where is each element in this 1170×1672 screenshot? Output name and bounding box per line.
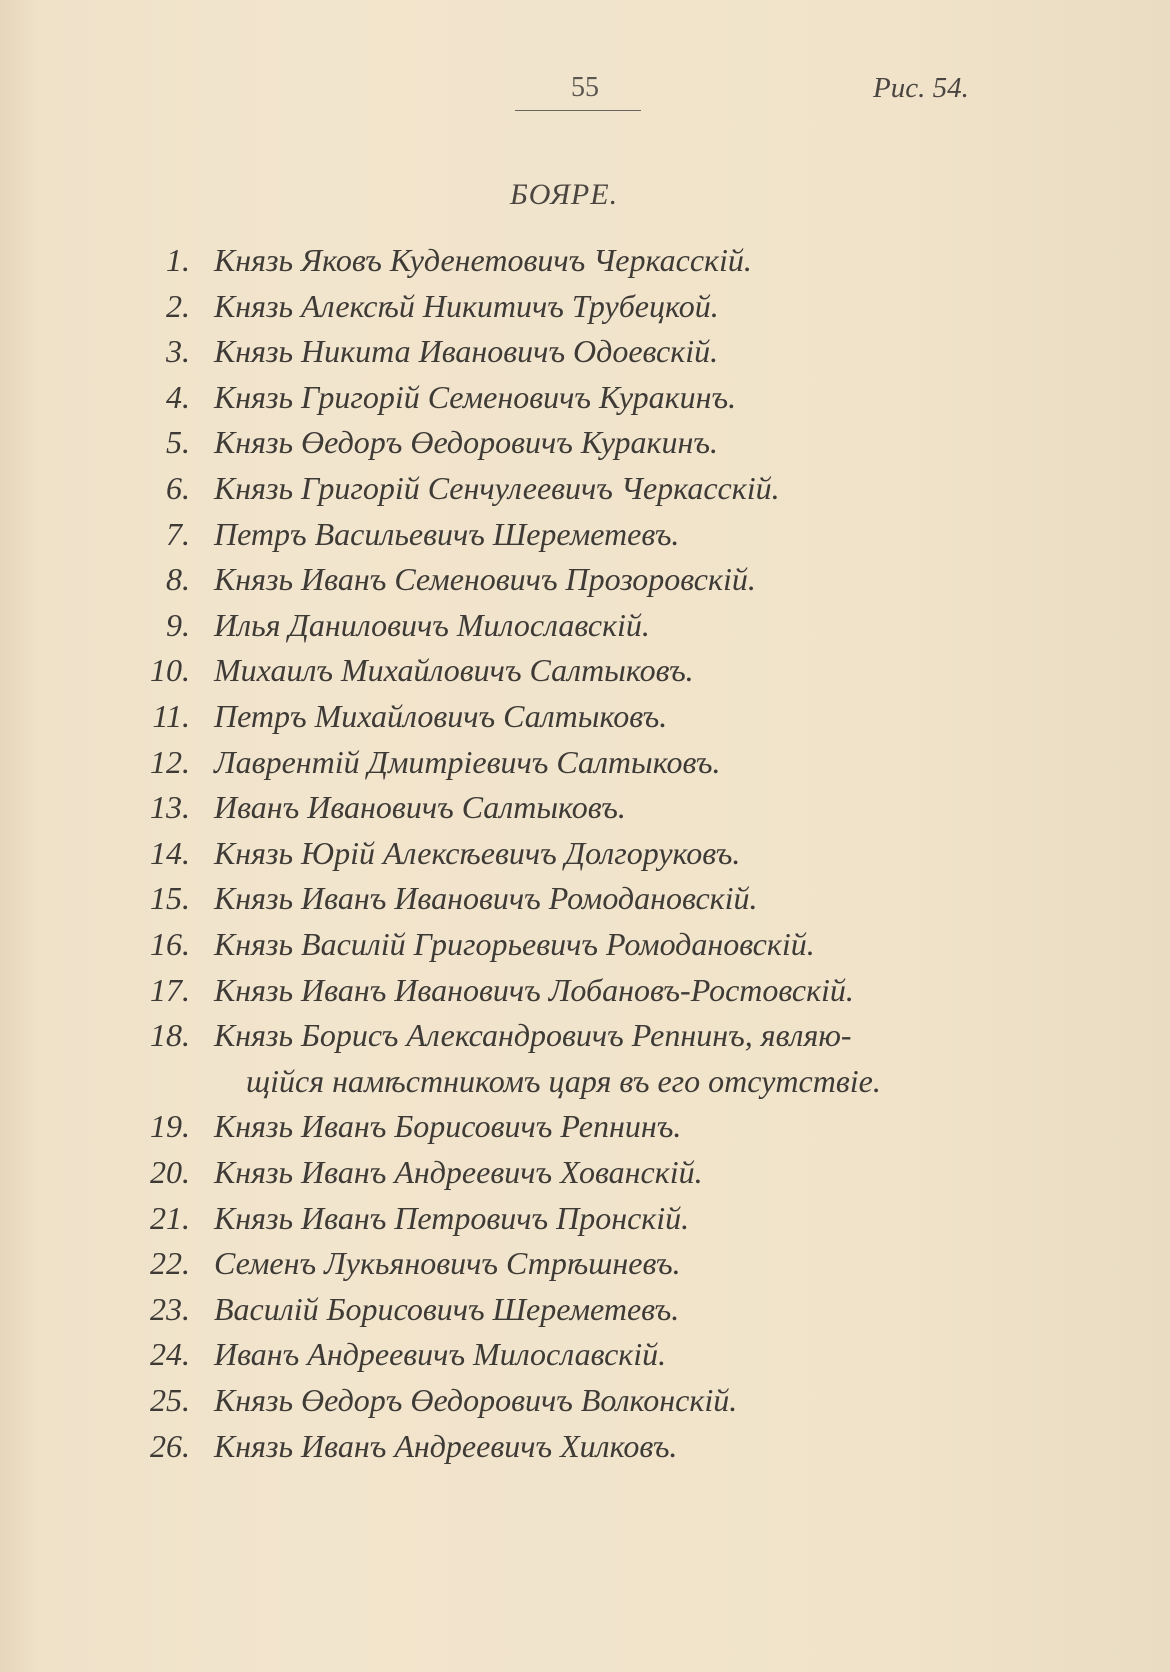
- list-item-name: Лаврентій Дмитріевичъ Салтыковъ.: [214, 743, 721, 780]
- list-item-name: Иванъ Ивановичъ Салтыковъ.: [214, 789, 626, 826]
- list-item-number: 8.: [166, 561, 190, 598]
- list-item-name: Князь Өедоръ Өедоровичъ Волконскій.: [214, 1382, 738, 1418]
- list-item: [0, 972, 1170, 1012]
- list-item-name: Михаилъ Михайловичъ Салтыковъ.: [214, 652, 694, 689]
- list-item: [0, 652, 1170, 692]
- list-item-name: Семенъ Лукьяновичъ Стрѣшневъ.: [214, 1245, 681, 1282]
- list-item-number: 9.: [166, 606, 190, 643]
- list-item: [0, 1108, 1170, 1148]
- figure-label: Рис. 54.: [873, 72, 969, 104]
- list-item-number: 1.: [166, 242, 190, 278]
- list-item-name: Князь Өедоръ Өедоровичъ Куракинъ.: [214, 424, 718, 461]
- list-item-continuation-text: щійся намѣстникомъ царя въ его отсутствіе.: [246, 1062, 881, 1099]
- list-item-name: Князь Никита Ивановичъ Одоевскій.: [214, 333, 719, 370]
- list-item-number: 13.: [150, 789, 190, 826]
- list-item-number: 4.: [166, 378, 190, 415]
- list-item-name: Князь Иванъ Семеновичъ Прозоровскій.: [214, 561, 756, 598]
- list-item-number: 24.: [150, 1336, 190, 1373]
- list-item-continuation: [0, 1063, 1170, 1103]
- list-item-number: 22.: [150, 1245, 190, 1282]
- list-item-name: Князь Василій Григорьевичъ Ромодановскій.: [214, 926, 815, 962]
- list-item: [0, 1382, 1170, 1422]
- list-item: [0, 561, 1170, 601]
- list-item-name: Петръ Васильевичъ Шереметевъ.: [214, 515, 680, 552]
- list-item-number: 21.: [150, 1199, 190, 1236]
- list-item-number: 7.: [166, 515, 190, 552]
- list-item: [0, 607, 1170, 647]
- list-item-name: Князь Иванъ Ивановичъ Ромодановскій.: [214, 880, 758, 917]
- list-item-number: 23.: [150, 1290, 190, 1327]
- list-item-number: 20.: [150, 1154, 190, 1190]
- list-item: [0, 1245, 1170, 1285]
- list-item: [0, 288, 1170, 328]
- list-item-name: Князь Иванъ Петровичъ Пронскій.: [214, 1199, 690, 1236]
- section-title: БОЯРЕ.: [510, 178, 619, 211]
- list-item: [0, 880, 1170, 920]
- list-item-name: Князь Яковъ Куденетовичъ Черкасскій.: [214, 242, 752, 278]
- list-item-name: Князь Иванъ Андреевичъ Хилковъ.: [214, 1427, 678, 1464]
- list-item-name: Князь Борисъ Александровичъ Репнинъ, являю-: [214, 1017, 852, 1054]
- list-item: [0, 698, 1170, 738]
- list-item-name: Василій Борисовичъ Шереметевъ.: [214, 1290, 680, 1327]
- list-item-name: Князь Григорій Сенчулеевичъ Черкасскій.: [214, 470, 780, 506]
- list-item-name: Князь Иванъ Борисовичъ Репнинъ.: [214, 1108, 682, 1145]
- list-item-number: 19.: [150, 1108, 190, 1145]
- list-item: [0, 242, 1170, 282]
- list-item: [0, 1200, 1170, 1240]
- list-item-number: 18.: [150, 1017, 190, 1054]
- list-item-number: 2.: [166, 287, 190, 324]
- list-item-name: Князь Иванъ Ивановичъ Лобановъ-Ростовскій.: [214, 971, 854, 1008]
- list-item-number: 11.: [152, 698, 190, 734]
- list-item: [0, 744, 1170, 784]
- list-item-number: 16.: [150, 926, 190, 962]
- list-item: [0, 1428, 1170, 1468]
- list-item-name: Иванъ Андреевичъ Милославскій.: [214, 1336, 667, 1373]
- list-item: [0, 1154, 1170, 1194]
- list-item: [0, 835, 1170, 875]
- list-item: [0, 516, 1170, 556]
- list-item-number: 3.: [166, 333, 190, 370]
- list-item-number: 14.: [150, 834, 190, 871]
- list-item-number: 12.: [150, 743, 190, 780]
- list-item-number: 17.: [150, 971, 190, 1008]
- list-item: [0, 424, 1170, 464]
- list-item-number: 25.: [150, 1382, 190, 1418]
- page-number: 55: [571, 72, 599, 103]
- list-item-number: 5.: [166, 424, 190, 461]
- list-item-number: 26.: [150, 1427, 190, 1464]
- list-item: [0, 379, 1170, 419]
- list-item-name: Илья Даниловичъ Милославскій.: [214, 606, 650, 643]
- list-item: [0, 926, 1170, 966]
- list-item-number: 10.: [150, 652, 190, 689]
- list-item-name: Князь Григорій Семеновичъ Куракинъ.: [214, 378, 737, 415]
- list-item: [0, 1336, 1170, 1376]
- list-item: [0, 333, 1170, 373]
- list-item-name: Петръ Михайловичъ Салтыковъ.: [214, 698, 668, 734]
- list-item-number: 15.: [150, 880, 190, 917]
- page-number-rule: [515, 110, 641, 111]
- list-item-name: Князь Юрій Алексѣевичъ Долгоруковъ.: [214, 834, 741, 871]
- list-item: [0, 1291, 1170, 1331]
- list-item-name: Князь Алексѣй Никитичъ Трубецкой.: [214, 287, 719, 324]
- list-item-name: Князь Иванъ Андреевичъ Хованскій.: [214, 1154, 703, 1190]
- list-item: [0, 470, 1170, 510]
- list-item: [0, 789, 1170, 829]
- list-item-number: 6.: [166, 470, 190, 506]
- list-item: [0, 1017, 1170, 1057]
